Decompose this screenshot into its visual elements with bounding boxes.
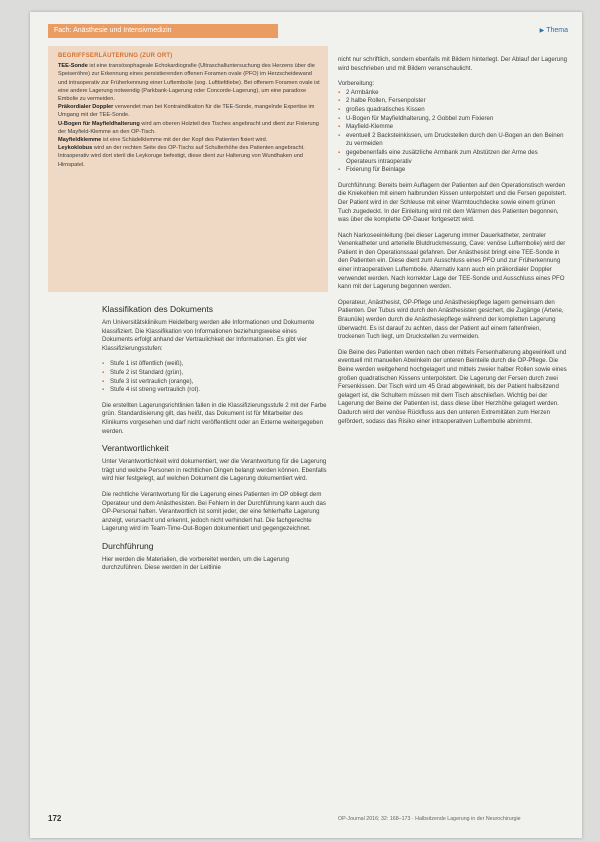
section-header-bar bbox=[48, 24, 278, 38]
glossary-entry bbox=[58, 62, 320, 103]
body-paragraph: Am Universitätsklinikum Heidelberg werden alle Informationen und Dokumente klassifiziert. Die Klassifikation von Informationen beziehungsweise eines Dokuments erfolgt anhand der Vertraulichkeit der Informationen. Es gibt vier Klassifizierungsstufen: bbox=[102, 319, 315, 352]
right-column bbox=[338, 56, 568, 433]
topic-tag-label: Thema bbox=[546, 27, 568, 34]
glossary-box-title: BEGRIFFSERLÄUTERUNG (ZUR ORT) bbox=[58, 53, 173, 59]
body-paragraph: Die rechtliche Verantwortung für die Lagerung eines Patienten im OP obliegt dem Operateur und dem Anästhesisten. Bei Fehlern in der Durchführung kann auch das OP-Personal haften. Verantwortlich ist somit jeder, der eine fehlerhafte Lagerung anzeigt, verursacht und erkennt, jedoch nicht verhindert hat. Die fachgerechte Lagerung wird im Team-Time-Out-Bogen dokumentiert und gegengezeichnet. bbox=[102, 490, 326, 533]
body-paragraph: Unter Verantwortlichkeit wird dokumentiert, wer die Verantwortung für die Lagerung trägt und welche Personen in rechtlichen Dingen belangt werden können. Ebenfalls wird hier festgelegt, auf welchen Dokument die Lagerung dokumentiert wird. bbox=[102, 458, 327, 483]
list-item: ▪ Mayfield-Klemme bbox=[338, 123, 568, 132]
list-item: ▪ Stufe 3 ist vertraulich (orange), bbox=[102, 378, 328, 387]
document-page bbox=[30, 12, 582, 838]
prep-list bbox=[338, 89, 568, 175]
list-item: ▪ Stufe 4 ist streng vertraulich (rot). bbox=[102, 386, 328, 395]
glossary-text: ist eine transösophageale Echokardiografie (Ultraschalluntersuchung des Herzens über die Speiseröhre) zur Erkennung eines persistierenden offenen Foramen ovale (PFO) im Herzscheidewand und intraoperativ zur Früherkennung einer Luftembolie (sog. Lufttiefdiebe). Bei offenem Foramen ovale ist eine andere Lagerung notwendig (Parkbank-Lagerung oder Concorde-Lagerung), um eine paradoxe Embolie zu vermeiden. bbox=[58, 63, 320, 103]
left-column bbox=[102, 304, 328, 580]
glossary-entry bbox=[58, 103, 320, 119]
list-item: ▪ U-Bogen für Mayfieldhalterung, 2 Gobbel zum Fixieren bbox=[338, 115, 568, 124]
prep-label: Vorbereitung: bbox=[338, 80, 375, 88]
list-item: ▪ eventuell 2 Backsteinkissen, um Druckstellen durch den U-Bogen an den Beinen zu vermeiden bbox=[338, 132, 568, 149]
body-paragraph: Hier werden die Materialien, die vorbereitet werden, um die Lagerung durchzuführen. Diese werden in der Leitlinie bbox=[102, 555, 289, 572]
glossary-entry bbox=[58, 144, 320, 169]
glossary-text: verwendet man bei Kontraindikation für die TEE-Sonde, mangelnde Expertise im Umgang mit der TEE-Sonde. bbox=[58, 104, 315, 119]
list-item: ▪ Stufe 2 ist Standard (grün), bbox=[102, 369, 328, 378]
glossary-text: ist eine Schädelklemme mit der der Kopf des Patienten fixiert wird. bbox=[102, 137, 268, 144]
body-paragraph: Durchführung: Bereits beim Auflagern der Patienten auf den Operationstisch werden die Kniekehlen mit einem halbrunden Kissen unterpolstert und die Fersen gepolstert. Der Patient wird in der Schleuse mit einer Warmtouchdecke sowie einem grünen Tuch zugedeckt. In der Einleitung wird mit dem Wärmen des Patienten begonnen, was über die komplette OP-Dauer fortgesetzt wird. bbox=[338, 181, 567, 224]
body-paragraph: Nach Narkoseeinleitung (bei dieser Lagerung immer Dauerkatheter, zentraler Venenkatheter und arterielle Blutdruckmessung, Cave: venöse Luftembolie) wird der Patient in den Operationssaal gefahren. Der Anästhesist bringt eine TEE-Sonde in den Patienten ein. Diese dient zum Ausschluss eines PFO und zur Früherkennung einer intraoperativen Luftembolie. Alternativ kann auch ein präkordialer Doppler verwendet werden. Nach korrekter Lage der TEE-Sonde und Ausschluss eines PFO kann mit der Lagerung begonnen werden. bbox=[338, 231, 566, 291]
classification-list bbox=[102, 360, 328, 394]
body-paragraph: Die Beine des Patienten werden nach oben mittels Fersenhalterung abgewinkelt und eventuell mit manuellen Abwinkeln der unteren Beinteile durch die OP-Pflege. Die Beine werden weitgehend hochgelagert und mittels zweier halber Rollen sowie eines großen quadratischen Kissens unterpolstert. Die Lagerung der Fersen durch zwei Fersenkissen. Der Tisch wird um 45 Grad abgewinkelt, bis der Patient halbsitzend gelagert ist, die Schultern müssen mit dem Tisch abschließen. Wichtig bei der Lagerung der Beine der Patienten ist, dass diese über Herzhöhe gelagert werden. Dadurch wird der venöse Rückfluss aus den unteren Extremitäten zum Herzen gefördert, sodass das Risiko einer intraoperativen Luftembolie abnimmt. bbox=[338, 348, 567, 425]
glossary-term: U-Bogen für Mayfieldhalterung bbox=[58, 120, 140, 127]
glossary-text: wird an der rechten Seite des OP-Tischs auf Schulterhöhe des Patienten angebracht. Intraoperativ wird dort steril die Leykoruge befestigt, diese dient zur Halterung von Wundhaken und Hirnspatel. bbox=[58, 145, 305, 168]
glossary-box bbox=[48, 46, 328, 292]
section-heading: Verantwortlichkeit bbox=[102, 443, 169, 454]
section-label: Fach: Anästhesie und Intensivmedizin bbox=[54, 27, 172, 34]
glossary-term: TEE-Sonde bbox=[58, 63, 88, 70]
section-heading: Klassifikation des Dokuments bbox=[102, 304, 214, 314]
glossary-entry bbox=[58, 136, 320, 144]
arrow-icon: ▶ bbox=[539, 28, 545, 34]
list-item: ▪ großes quadratisches Kissen bbox=[338, 106, 568, 115]
glossary-text: wird am oberen Holzteil des Tisches angebracht und dient zur Fixierung der Mayfield-Klemme an den OP-Tisch. bbox=[58, 120, 319, 135]
body-paragraph: Operateur, Anästhesist, OP-Pflege und Anästhesiepflege lagern gemeinsam den Patienten. Der Tubus wird durch den Anästhesisten gesichert, die Zugänge (Arterie, Braunüle) werden durch die Anästhesiepflege während der kompletten Lagerung überwacht. Es ist darauf zu achten, dass der Patient auf einem faltenfreien, trockenen Tuch liegt, um Druckstellen zu vermeiden. bbox=[338, 298, 564, 341]
section-heading: Durchführung bbox=[102, 540, 154, 551]
list-item: ▪ Stufe 1 ist öffentlich (weiß), bbox=[102, 360, 328, 369]
glossary-term: Präkordialer Doppler bbox=[58, 104, 114, 111]
glossary-term: Leykoklobus bbox=[58, 145, 93, 152]
list-item: ▪ Fixierung für Beinlage bbox=[338, 166, 568, 175]
list-item: ▪ 2 halbe Rollen, Fersenpolster bbox=[338, 97, 568, 106]
list-item: ▪ 2 Armbänke bbox=[338, 89, 568, 98]
topic-tag bbox=[540, 24, 568, 38]
body-paragraph: nicht nur schriftlich, sondern ebenfalls mit Bildern hinterlegt. Der Ablauf der Lagerung wird beschrieben und mit Bildern veranschaulicht. bbox=[338, 56, 567, 72]
body-paragraph: Die erstellten Lagerungsrichtlinien fallen in die Klassifizierungsstufe 2 mit der Farbe grün. Standardisierung gilt, das heißt, das Dokument ist für Mitarbeiter des Klinikums vorgesehen und darf nicht veröffentlicht oder an Externe weitergegeben werden. bbox=[102, 401, 327, 435]
page-number: 172 bbox=[48, 814, 62, 823]
glossary-entry bbox=[58, 120, 320, 136]
list-item: ▪ gegebenenfalls eine zusätzliche Armbank zum Abstützen der Arme des Operateurs intraoperativ bbox=[338, 149, 568, 166]
footer-reference: OP-Journal 2016; 32: 168–173 · Halbsitzende Lagerung in der Neurochirurgie bbox=[338, 816, 521, 822]
glossary-term: Mayfieldklemme bbox=[58, 137, 102, 144]
